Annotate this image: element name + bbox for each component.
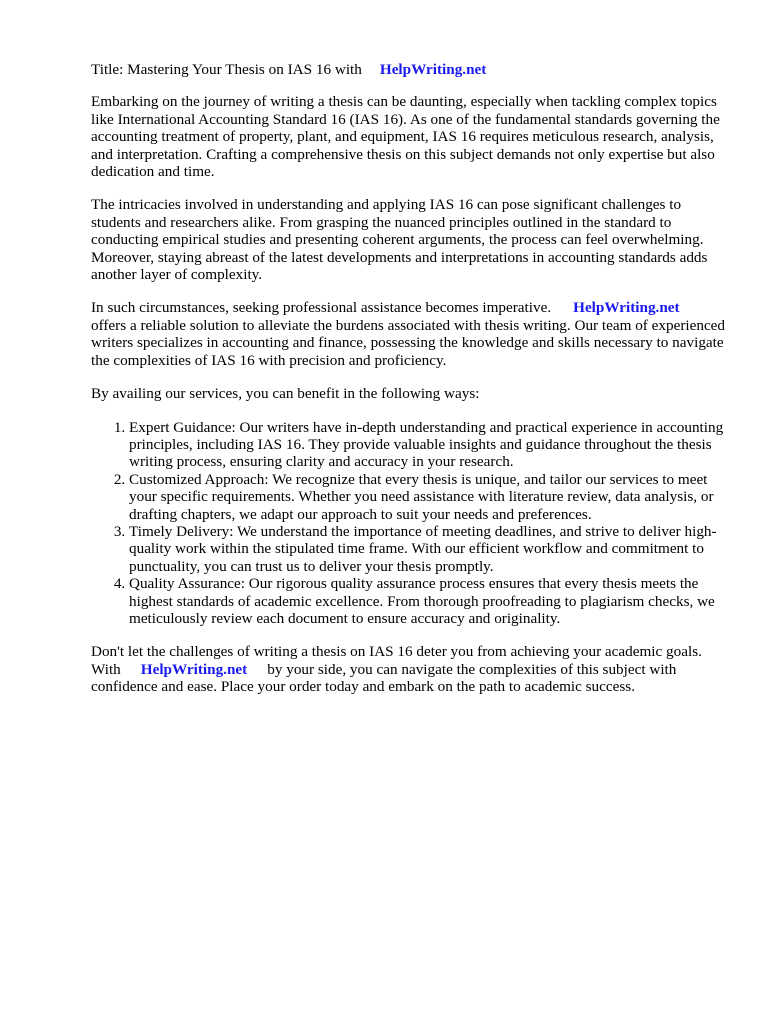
benefit-item-timely-delivery: 3. Timely Delivery: We understand the importance of meeting deadlines, and strive to deliver high-quality work within the stipulated time frame. With our efficient workflow and commitment to punctuality, you can trust us to deliver your thesis promptly. bbox=[129, 523, 731, 575]
challenges-paragraph: The intricacies involved in understanding and applying IAS 16 can pose significant challenges to students and researchers alike. From grasping the nuanced principles outlined in the standard to conducting empirical studies and presenting coherent arguments, the process can feel overwhelming. Moreover, staying abreast of the latest developments and interpretations in accounting standards adds another layer of complexity. bbox=[91, 196, 708, 284]
assistance-text-after: offers a reliable solution to alleviate the burdens associated with thesis writing. Our team of experienced writers specializes in accounting and finance, possessing the knowledge and skills necessary to navigate the complexities of IAS 16 with precision and proficiency. bbox=[91, 316, 726, 369]
title-text: Title: Mastering Your Thesis on IAS 16 with bbox=[91, 61, 362, 78]
closing-helpwriting-link[interactable]: HelpWriting.net bbox=[140, 660, 248, 678]
document-page bbox=[91, 61, 731, 712]
benefit-item-customized-approach: 2. Customized Approach: We recognize that every thesis is unique, and tailor our services to meet your specific requirements. Whether you need assistance with literature review, data analysis, or drafting chapters, we adapt our approach to suit your needs and preferences. bbox=[129, 471, 731, 523]
benefit-item-expert-guidance: 1. Expert Guidance: Our writers have in-depth understanding and practical experience in accounting principles, including IAS 16. They provide valuable insights and guidance throughout the thesis writing process, ensuring clarity and accuracy in your research. bbox=[129, 419, 731, 471]
closing-text-after: by your side, you can navigate the complexities of this subject with confidence and ease. Place your order today and embark on the path to academic success. bbox=[91, 660, 677, 696]
title-helpwriting-link[interactable]: HelpWriting.net bbox=[379, 61, 487, 78]
benefits-list bbox=[91, 419, 731, 628]
assistance-text-before: In such circumstances, seeking professional assistance becomes imperative. bbox=[91, 299, 552, 317]
intro-paragraph: Embarking on the journey of writing a thesis can be daunting, especially when tackling complex topics like International Accounting Standard 16 (IAS 16). As one of the fundamental standards governing the accounting treatment of property, plant, and equipment, IAS 16 requires meticulous research, analysis, and interpretation. Crafting a comprehensive thesis on this subject demands not only expertise but also dedication and time. bbox=[91, 93, 720, 181]
benefits-intro: By availing our services, you can benefit in the following ways: bbox=[91, 385, 480, 403]
closing-paragraph bbox=[91, 643, 731, 695]
benefit-item-quality-assurance: 4. Quality Assurance: Our rigorous quality assurance process ensures that every thesis meets the highest standards of academic excellence. From thorough proofreading to plagiarism checks, we meticulously review each document to ensure accuracy and originality. bbox=[129, 575, 731, 627]
document-title bbox=[91, 61, 731, 78]
assistance-paragraph bbox=[91, 299, 731, 369]
assistance-helpwriting-link[interactable]: HelpWriting.net bbox=[573, 299, 680, 317]
closing-text-before: Don't let the challenges of writing a thesis on IAS 16 deter you from achieving your academic goals. With bbox=[91, 643, 702, 678]
